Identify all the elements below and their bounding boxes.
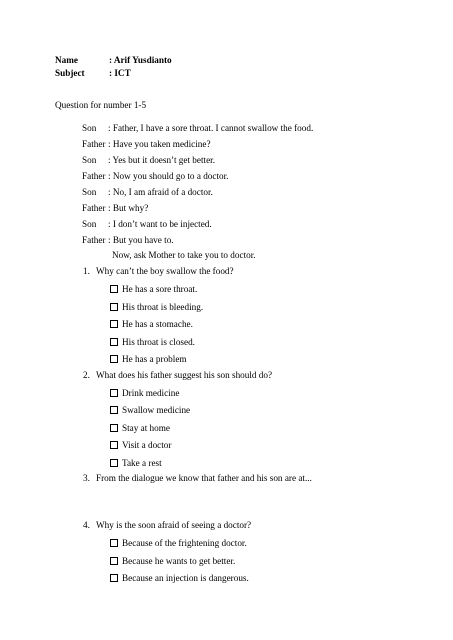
subject-value: : ICT — [109, 68, 131, 78]
dialogue-speaker: Son — [82, 155, 97, 165]
option-label: His throat is bleeding. — [122, 302, 204, 312]
checkbox-icon[interactable] — [110, 539, 118, 547]
dialogue-speaker: Father — [82, 235, 106, 245]
question-text: Why can’t the boy swallow the food? — [96, 266, 234, 276]
question-text: Why is the soon afraid of seeing a doctor? — [96, 520, 252, 530]
checkbox-icon[interactable] — [110, 424, 118, 432]
dialogue-speaker: Son — [82, 123, 97, 133]
checkbox-icon[interactable] — [110, 355, 118, 363]
option-label: Stay at home — [122, 423, 170, 433]
question-text: From the dialogue we know that father and his son are at... — [96, 473, 312, 483]
option[interactable] — [110, 574, 249, 583]
option-label: Visit a doctor — [122, 440, 172, 450]
checkbox-icon[interactable] — [110, 285, 118, 293]
dialogue-speaker: Father — [82, 203, 106, 213]
checkbox-icon[interactable] — [110, 574, 118, 582]
dialogue-line: : No, I am afraid of a doctor. — [108, 187, 213, 197]
option[interactable] — [110, 424, 170, 433]
question-number: 2. — [83, 370, 90, 380]
checkbox-icon[interactable] — [110, 389, 118, 397]
option-label: His throat is closed. — [122, 337, 195, 347]
option[interactable] — [110, 285, 197, 294]
question-text: What does his father suggest his son should do? — [96, 370, 273, 380]
option-label: Drink medicine — [122, 388, 180, 398]
name-value: : Arif Yusdianto — [109, 55, 172, 65]
option[interactable] — [110, 320, 193, 329]
option-label: Because of the frightening doctor. — [122, 538, 247, 548]
option-label: Because an injection is dangerous. — [122, 573, 249, 583]
checkbox-icon[interactable] — [110, 557, 118, 565]
option[interactable] — [110, 539, 247, 548]
dialogue-line: : But why? — [108, 203, 149, 213]
option[interactable] — [110, 303, 203, 312]
dialogue-line: : Have you taken medicine? — [108, 139, 211, 149]
checkbox-icon[interactable] — [110, 320, 118, 328]
question-number: 4. — [83, 520, 90, 530]
checkbox-icon[interactable] — [110, 459, 118, 467]
option[interactable] — [110, 389, 179, 398]
checkbox-icon[interactable] — [110, 303, 118, 311]
option-label: Because he wants to get better. — [122, 556, 236, 566]
checkbox-icon[interactable] — [110, 441, 118, 449]
option[interactable] — [110, 406, 190, 415]
dialogue-line: : But you have to. — [108, 235, 174, 245]
checkbox-icon[interactable] — [110, 406, 118, 414]
checkbox-icon[interactable] — [110, 338, 118, 346]
dialogue-speaker: Son — [82, 219, 97, 229]
option-label: He has a stomache. — [122, 319, 193, 329]
intro-text: Question for number 1-5 — [55, 100, 147, 110]
question-number: 1. — [83, 266, 90, 276]
dialogue-speaker: Father — [82, 171, 106, 181]
name-label: Name — [55, 55, 78, 65]
dialogue-continuation: Now, ask Mother to take you to doctor. — [112, 250, 256, 260]
dialogue-line: : Father, I have a sore throat. I cannot swallow the food. — [108, 123, 314, 133]
option[interactable] — [110, 355, 187, 364]
option-label: He has a problem — [122, 354, 187, 364]
option-label: Swallow medicine — [122, 405, 191, 415]
subject-label: Subject — [55, 68, 85, 78]
dialogue-line: : Now you should go to a doctor. — [108, 171, 229, 181]
dialogue-line: : I don’t want to be injected. — [108, 219, 212, 229]
option[interactable] — [110, 441, 171, 450]
dialogue-speaker: Son — [82, 187, 97, 197]
option-label: Take a rest — [122, 458, 162, 468]
dialogue-speaker: Father — [82, 139, 106, 149]
option[interactable] — [110, 557, 235, 566]
option-label: He has a sore throat. — [122, 284, 198, 294]
option[interactable] — [110, 459, 162, 468]
option[interactable] — [110, 338, 195, 347]
dialogue-line: : Yes but it doesn’t get better. — [108, 155, 216, 165]
question-number: 3. — [83, 473, 90, 483]
